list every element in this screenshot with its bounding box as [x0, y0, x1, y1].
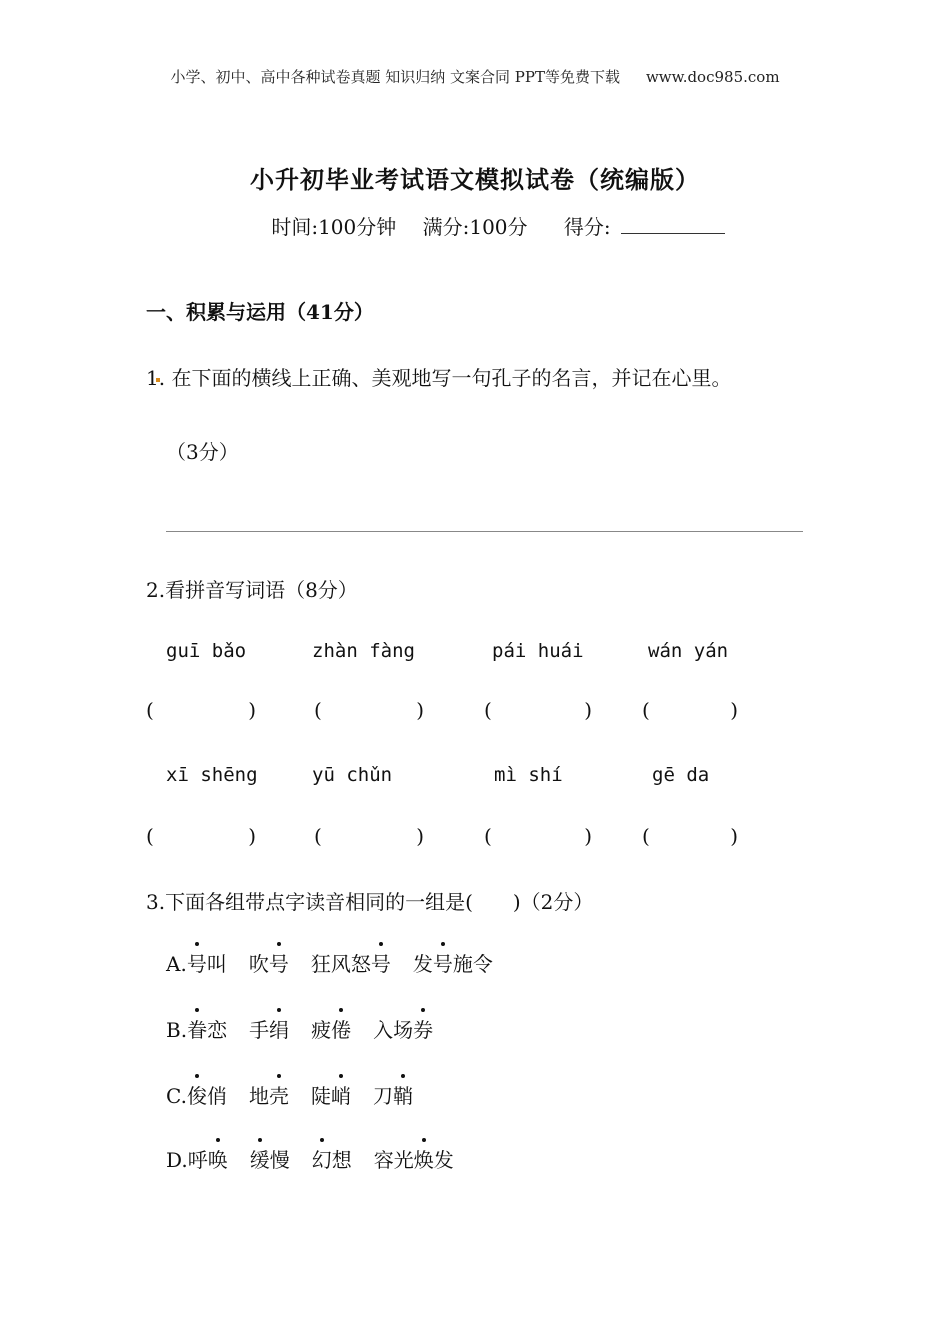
header-text: 小学、初中、高中各种试卷真题 知识归纳 文案合同 PPT等免费下载: [170, 68, 620, 86]
option-word: 疲倦: [311, 1018, 351, 1042]
option-word: 狂风怒号: [311, 952, 391, 976]
answer-blank-2[interactable]: ( ): [314, 698, 424, 722]
emphasis-dot: 眷: [187, 1014, 207, 1043]
emphasis-dot: 幻: [312, 1144, 332, 1173]
time-label: 时间:100分钟: [271, 215, 397, 239]
pinyin-3: pái huái: [492, 640, 584, 662]
exam-meta: [0, 211, 950, 240]
score-blank[interactable]: [621, 217, 725, 234]
header-site[interactable]: www.doc985.com: [645, 68, 780, 86]
question-2: 2.看拼音写词语（8分）: [146, 578, 358, 602]
emphasis-dot: 号: [187, 948, 207, 977]
emphasis-dot: 鞘: [393, 1080, 413, 1109]
option-word: 刀鞘: [373, 1084, 413, 1108]
option-label: D.: [166, 1148, 188, 1172]
pinyin-8: gē da: [652, 764, 710, 786]
page-title: 小升初毕业考试语文模拟试卷（统编版）: [250, 165, 700, 194]
emphasis-dot: 唤: [208, 1144, 228, 1173]
pinyin-1: guī bǎo: [166, 640, 247, 662]
score-field: 得分:: [554, 215, 725, 239]
option-label: A.: [166, 952, 187, 976]
option-word: 手绢: [249, 1018, 289, 1042]
pinyin-7: mì shí: [494, 764, 563, 786]
option-word: 容光焕发: [374, 1148, 454, 1172]
emphasis-dot: 号: [371, 948, 391, 977]
pinyin-2: zhàn fàng: [312, 640, 415, 662]
option-label: C.: [166, 1084, 187, 1108]
pinyin-5: xī shēng: [166, 764, 258, 786]
full-score-label: 满分:100分: [422, 215, 528, 239]
emphasis-dot: 券: [413, 1014, 433, 1043]
question-1-score: （3分）: [166, 440, 239, 464]
emphasis-dot: 倦: [331, 1014, 351, 1043]
option-word: 陡峭: [311, 1084, 351, 1108]
answer-blank-5[interactable]: ( ): [146, 824, 256, 848]
emphasis-dot: 号: [269, 948, 289, 977]
pinyin-4: wán yán: [648, 640, 729, 662]
answer-blank-8[interactable]: ( ): [642, 824, 738, 848]
option-word: 地壳: [249, 1084, 289, 1108]
option-word: 入场券: [373, 1018, 433, 1042]
option-word: 呼唤: [188, 1148, 228, 1172]
question-1: 1. 在下面的横线上正确、美观地写一句孔子的名言，并记在心里。: [146, 366, 732, 390]
answer-blank-4[interactable]: ( ): [642, 698, 738, 722]
answer-blank-7[interactable]: ( ): [484, 824, 592, 848]
emphasis-dot: 绢: [269, 1014, 289, 1043]
emphasis-dot: 焕: [414, 1144, 434, 1173]
question-3: 3.下面各组带点字读音相同的一组是( )（2分）: [146, 890, 594, 914]
answer-blank-1[interactable]: ( ): [146, 698, 256, 722]
option-word: 吹号: [249, 952, 289, 976]
option-b[interactable]: [166, 1014, 433, 1043]
option-word: 幻想: [312, 1148, 352, 1172]
section-heading: 一、积累与运用（41分）: [146, 300, 374, 324]
option-word: 缓慢: [250, 1148, 290, 1172]
answer-line[interactable]: [166, 531, 803, 532]
emphasis-dot: 峭: [331, 1080, 351, 1109]
option-d[interactable]: [166, 1144, 454, 1173]
option-word: 号叫: [187, 952, 227, 976]
emphasis-dot: 号: [433, 948, 453, 977]
answer-blank-6[interactable]: ( ): [314, 824, 424, 848]
option-c[interactable]: [166, 1080, 413, 1109]
emphasis-dot: 壳: [269, 1080, 289, 1109]
answer-blank-3[interactable]: ( ): [484, 698, 592, 722]
page-header: [0, 66, 950, 87]
option-word: 眷恋: [187, 1018, 227, 1042]
emphasis-dot: 俊: [187, 1080, 207, 1109]
option-label: B.: [166, 1018, 188, 1042]
option-word: 俊俏: [187, 1084, 227, 1108]
emphasis-dot: 缓: [250, 1144, 270, 1173]
option-word: 发号施令: [413, 952, 493, 976]
pinyin-6: yū chǔn: [312, 764, 393, 786]
option-a[interactable]: [166, 948, 493, 977]
